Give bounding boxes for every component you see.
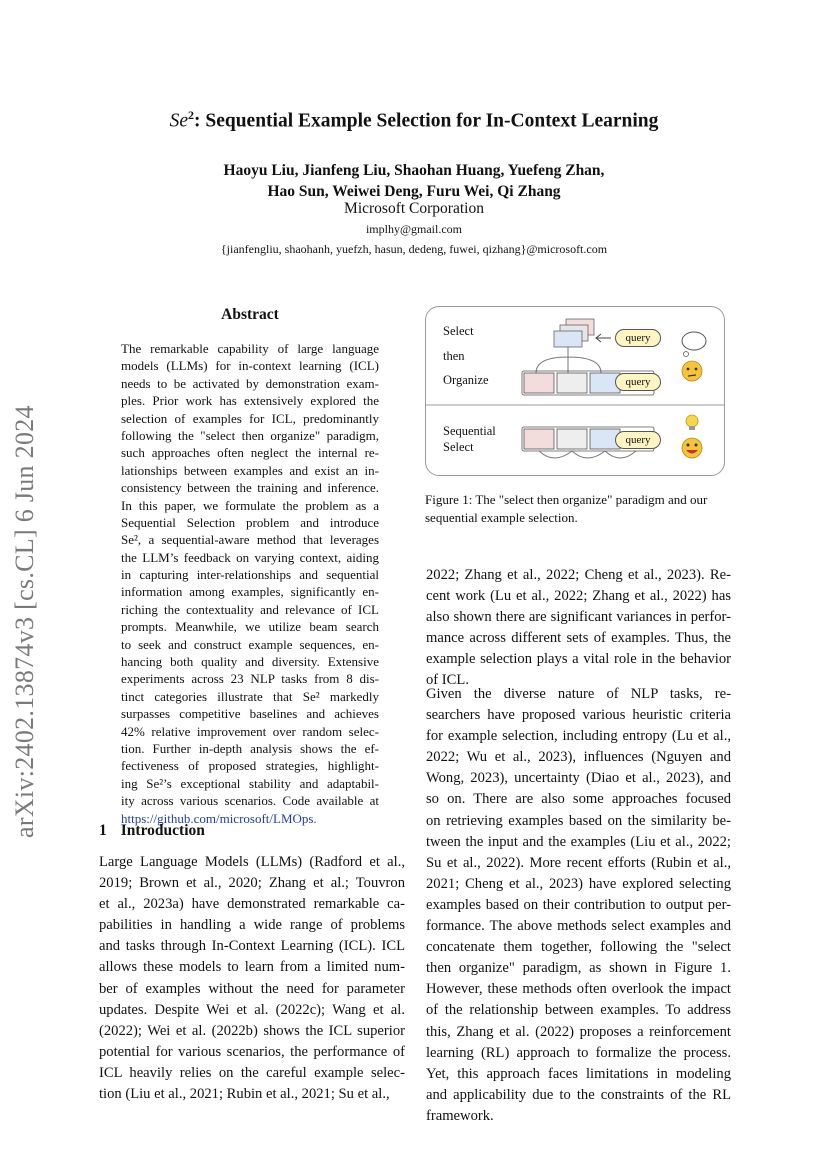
intro-right-p1-line: also shown there are significant variances in perfor- (426, 609, 731, 626)
abstract-line: tion. Further in-depth analysis shows the ef- (121, 740, 379, 756)
figure-label-then: then (443, 349, 465, 363)
figure-label-select-2: Select (443, 440, 474, 454)
abstract-line: the LLM’s feedback on varying context, aiding (121, 549, 379, 565)
intro-right-p2-line: 2022; Wu et al., 2023), influences (Nguyen and (426, 749, 731, 766)
caption-line-2: sequential example selection. (425, 509, 578, 525)
intro-right-p2-line: examples based on their contribution to output per- (426, 896, 731, 913)
arxiv-stamp: arXiv:2402.13874v3 [cs.CL] 6 Jun 2024 (10, 405, 39, 838)
intro-right-p2-line: Yet, this approach faces limitations in modeling (426, 1065, 731, 1082)
organize-card-1 (524, 373, 554, 393)
intro-right-p1-line: example selection plays a vital role in the behavior (426, 651, 731, 668)
intro-right-p1-line: 2022; Zhang et al., 2022; Cheng et al., 2023). Re- (426, 567, 731, 583)
abstract-line: The remarkable capability of large language (121, 341, 379, 356)
figure-1-caption (425, 491, 730, 526)
intro-right-p2-line: Wong, 2023), uncertainty (Diao et al., 2023), and (426, 770, 731, 787)
intro-left-line: and tasks through In-Context Learning (ICL). ICL (99, 938, 405, 955)
abstract-line: ing Se²’s exceptional stability and adaptabil- (121, 775, 379, 791)
section-heading-introduction (99, 822, 205, 840)
sequential-arcs (539, 451, 636, 458)
intro-right-p2-line: searchers have proposed various heuristic criteria (426, 707, 731, 724)
intro-left-line: 2019; Brown et al., 2020; Zhang et al.; Touvron (99, 875, 405, 892)
intro-left-line: ICL heavily relies on the careful example selec- (99, 1064, 405, 1081)
intro-right-p2-line: and applicability due to the constraints of the RL (426, 1086, 731, 1103)
intro-right-p2-line: framework. (426, 1107, 494, 1124)
abstract-line: prompts. Meanwhile, we utilize beam search (121, 619, 379, 635)
intro-right-paragraph-1 (426, 565, 731, 692)
intro-right-p1-line: mance across different sets of examples. Thus, the (426, 630, 731, 647)
intro-right-p2-line: Given the diverse nature of NLP tasks, re- (426, 686, 731, 702)
sequential-card-1 (524, 429, 554, 449)
figure-1 (425, 306, 725, 476)
abstract-line: Sequential Selection problem and introduce (121, 514, 379, 530)
section-title: Introduction (120, 822, 205, 839)
intro-right-p2-line: this, Zhang et al. (2022) proposes a reinforcement (426, 1023, 731, 1040)
affiliation: Microsoft Corporation (344, 200, 484, 217)
happy-face-icon (682, 438, 702, 458)
figure-label-sequential: Sequential (443, 424, 496, 438)
email-group: {jianfengliu, shaohanh, yuefzh, hasun, dedeng, fuwei, qizhang}@microsoft.com (220, 242, 608, 256)
abstract-line: needs to be activated by demonstration exam- (121, 375, 379, 391)
authors-line-1: Haoyu Liu, Jianfeng Liu, Shaohan Huang, Yuefeng Zhan, (223, 162, 605, 179)
abstract-line: to seek and construct example sequences, en- (121, 636, 379, 652)
abstract-line: experiments across 23 NLP tasks from 8 dis- (121, 671, 379, 687)
email-primary: implhy@gmail.com (365, 222, 463, 236)
lightbulb-icon (686, 415, 698, 427)
abstract-line: 42% relative improvement over random selec- (121, 723, 379, 739)
abstract-line: models (LLMs) for in-context learning (ICL) (121, 358, 379, 374)
authors (0, 160, 828, 202)
intro-right-p2-line: However, these methods often overlook the impact (426, 981, 731, 998)
intro-right-p2-line: concatenate them together, following the "select (426, 939, 731, 956)
abstract-line: hancing both quality and diversity. Extensive (121, 654, 379, 670)
abstract-heading: Abstract (221, 306, 279, 323)
authors-line-2: Hao Sun, Weiwei Deng, Furu Wei, Qi Zhang (267, 183, 561, 200)
thinking-face-icon (682, 361, 702, 381)
title-sup: 2 (188, 108, 194, 122)
abstract-line: In this paper, we formulate the problem as a (121, 497, 379, 513)
branch-lines (536, 347, 601, 373)
intro-left-line: pabilities in handling a wide range of problems (99, 917, 405, 934)
query-pill-1: query (615, 329, 661, 347)
intro-left-line: updates. Despite Wei et al. (2022c); Wang et al. (99, 1001, 405, 1018)
section-number: 1 (99, 822, 107, 839)
abstract-line: selection of examples for ICL, predominantly (121, 410, 379, 426)
intro-left-line: (2022); Wei et al. (2022b) shows the ICL superior (99, 1022, 405, 1039)
organize-card-2 (557, 373, 587, 393)
abstract-line: ples. Prior work has extensively explored the (121, 393, 379, 409)
intro-left-line: tion (Liu et al., 2021; Rubin et al., 2021; Su et al., (99, 1086, 390, 1103)
stack-card-3 (554, 331, 582, 347)
intro-right-p1-line: cent work (Lu et al., 2022; Zhang et al., 2022) has (426, 588, 731, 605)
intro-right-p2-line: of the relationship between examples. To address (426, 1002, 731, 1019)
abstract-line: information among examples, significantly en- (121, 584, 379, 600)
query-pill-2: query (615, 373, 661, 391)
abstract-line: riching the contextuality and relevance of ICL (121, 601, 379, 617)
intro-right-p2-line: 2021; Cheng et al., 2023) have explored selecting (426, 875, 731, 892)
intro-right-p2-line: tween the input and the examples (Liu et al., 2022; (426, 833, 731, 850)
abstract-line: surpasses competitive baselines and achieves (121, 706, 379, 722)
caption-line-1: Figure 1: The "select then organize" paradigm and our (425, 492, 708, 507)
intro-right-p2-line: then organize" paradigm, as shown in Figure 1. (426, 960, 731, 977)
intro-right-paragraph-2 (426, 684, 731, 1127)
abstract-line: following the "select then organize" paradigm, (121, 427, 379, 443)
abstract-line: tinct categories illustrate that Se² markedly (121, 688, 379, 704)
intro-right-p1-line: of ICL. (426, 672, 469, 689)
intro-left-line: ber of examples without the need for parameter (99, 980, 405, 997)
abstract-line: such approaches often neglect the internal re- (121, 445, 379, 461)
intro-left-line: Large Language Models (LLMs) (Radford et al., (99, 854, 405, 870)
intro-left-line: et al., 2023a) have demonstrated remarkable ca- (99, 896, 405, 913)
abstract-line: lationships between examples and exist an in- (121, 462, 379, 478)
title-rest: : Sequential Example Selection for In-Context Learning (194, 110, 659, 132)
sequential-card-2 (557, 429, 587, 449)
intro-right-p2-line: for example selection, including entropy (Lu et al., (426, 728, 731, 745)
intro-left-line: potential for various scenarios, the performance of (99, 1043, 405, 1060)
arrow-left-icon (596, 334, 611, 342)
intro-right-p2-line: on retrieving examples based on the similarity be- (426, 812, 731, 829)
abstract-line: fectiveness of proposed strategies, highlight- (121, 758, 379, 774)
abstract-line: Se², a sequential-aware method that leverages (121, 532, 379, 548)
abstract-line: https://github.com/microsoft/LMOps. (121, 810, 317, 826)
abstract-line: in capturing inter-relationships and sequential (121, 567, 379, 583)
intro-left-line: allows these models to learn from a limited num- (99, 959, 405, 976)
abstract-body (121, 340, 379, 827)
thought-bubble-icon (682, 332, 706, 350)
abstract-line: ity across various scenarios. Code available at (121, 793, 379, 809)
figure-label-select: Select (443, 324, 474, 338)
intro-right-p2-line: so on. There are also some approaches focused (426, 791, 731, 808)
abstract-line: consistency between the training and inference. (121, 480, 379, 496)
title-se: Se (169, 110, 188, 132)
query-pill-3: query (615, 431, 661, 449)
figure-label-organize: Organize (443, 373, 489, 387)
intro-right-p2-line: Su et al., 2022). More recent efforts (Rubin et al., (426, 854, 731, 871)
intro-right-p2-line: learning (RL) approach to formalize the process. (426, 1044, 731, 1061)
intro-right-p2-line: formance. The above methods select examples and (426, 918, 731, 935)
intro-left-column (99, 852, 405, 1105)
paper-title (0, 108, 828, 133)
